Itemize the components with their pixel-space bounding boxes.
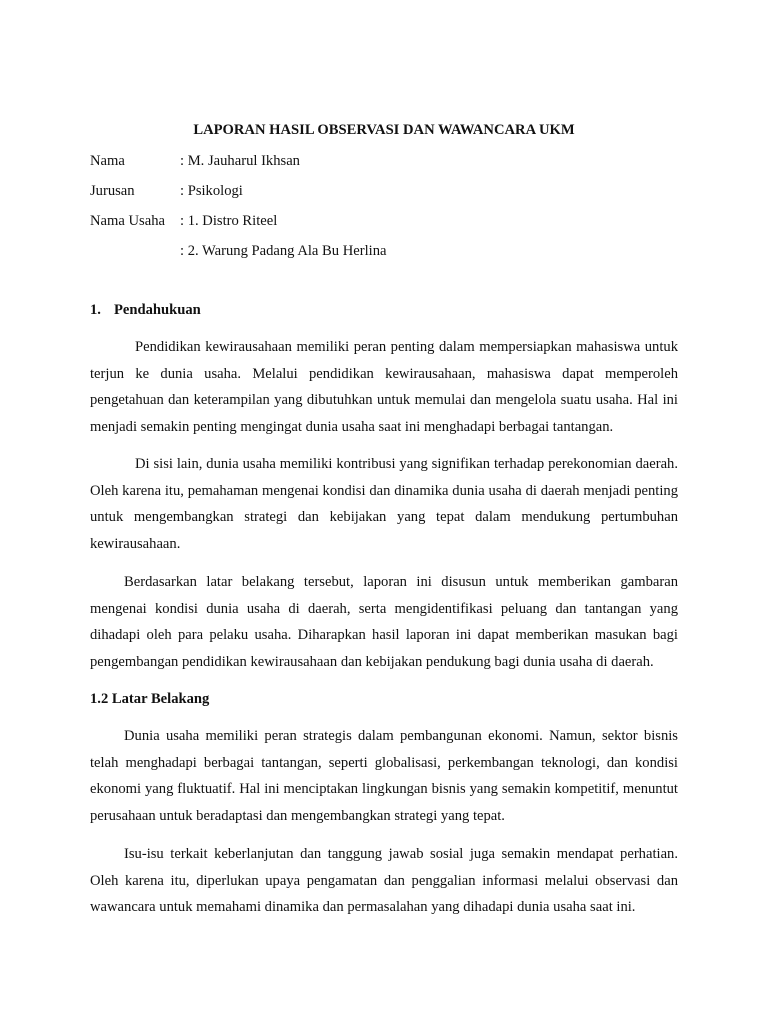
info-value: : 1. Distro Riteel xyxy=(180,213,278,229)
paragraph: Berdasarkan latar belakang tersebut, laporan ini disusun untuk memberikan gambaran mengenai kondisi dunia usaha di daerah, serta mengidentifikasi peluang dan tantangan yang dihadapi oleh para pelaku usaha. Diharapkan hasil laporan ini dapat memberikan masukan bagi pengembangan pendidikan kewirausahaan dan kebijakan pendukung bagi dunia usaha di daerah. xyxy=(90,574,678,671)
section-number: 1. xyxy=(90,302,101,318)
section-title: Pendahukuan xyxy=(114,302,201,318)
info-label: Jurusan xyxy=(90,183,135,199)
section-1-heading xyxy=(90,302,201,319)
document-title: LAPORAN HASIL OBSERVASI DAN WAWANCARA UKM xyxy=(193,122,575,138)
info-row-nama-usaha-2 xyxy=(90,243,690,260)
info-row-jurusan xyxy=(90,183,690,200)
paragraph: Di sisi lain, dunia usaha memiliki kontribusi yang signifikan terhadap perekonomian daerah. Oleh karena itu, pemahaman mengenai kondisi dan dinamika dunia usaha di daerah menjadi penting untuk mengembangkan strategi dan kebijakan yang tepat dalam mendukung pertumbuhan kewirausahaan. xyxy=(90,456,678,553)
info-value: : 2. Warung Padang Ala Bu Herlina xyxy=(180,243,387,259)
info-label: Nama xyxy=(90,153,125,169)
info-value: : Psikologi xyxy=(180,183,243,199)
paragraph: Dunia usaha memiliki peran strategis dalam pembangunan ekonomi. Namun, sektor bisnis telah menghadapi berbagai tantangan, seperti globalisasi, perkembangan teknologi, dan kondisi ekonomi yang fluktuatif. Hal ini menciptakan lingkungan bisnis yang semakin kompetitif, menuntut perusahaan untuk beradaptasi dan mengembangkan strategi yang tepat. xyxy=(90,728,678,825)
info-label: Nama Usaha xyxy=(90,213,165,229)
info-value: : M. Jauharul Ikhsan xyxy=(180,153,300,169)
section-2-heading: 1.2 Latar Belakang xyxy=(90,691,210,707)
paragraph: Pendidikan kewirausahaan memiliki peran penting dalam mempersiapkan mahasiswa untuk terjun ke dunia usaha. Melalui pendidikan kewirausahaan, mahasiswa dapat memperoleh pengetahuan dan keterampilan yang dibutuhkan untuk memulai dan mengelola suatu usaha. Hal ini menjadi semakin penting mengingat dunia usaha saat ini menghadapi berbagai tantangan. xyxy=(90,339,678,436)
info-row-nama xyxy=(90,153,690,170)
info-row-nama-usaha xyxy=(90,213,690,230)
paragraph: Isu-isu terkait keberlanjutan dan tanggung jawab sosial juga semakin mendapat perhatian. Oleh karena itu, diperlukan upaya pengamatan dan penggalian informasi melalui observasi dan wawancara untuk memahami dinamika dan permasalahan yang dihadapi dunia usaha saat ini. xyxy=(90,846,678,916)
